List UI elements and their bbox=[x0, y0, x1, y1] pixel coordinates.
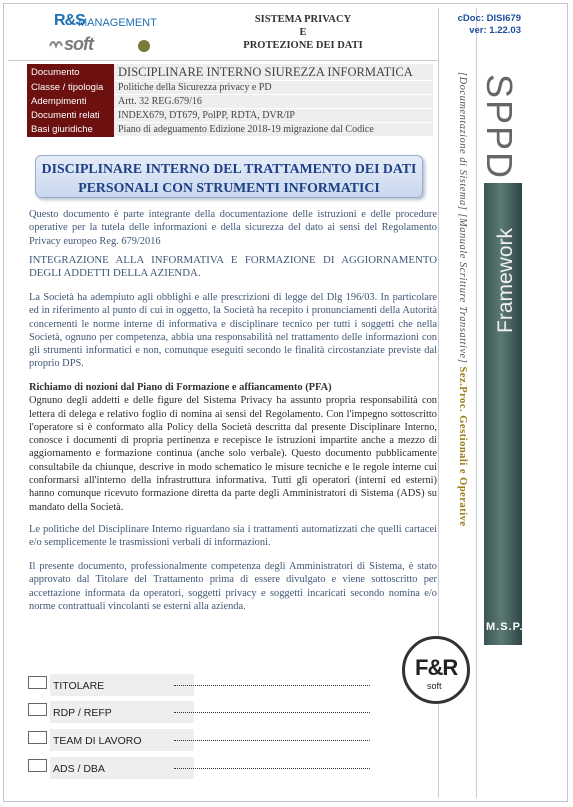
fr-logo-sub: soft bbox=[427, 681, 442, 691]
signature-label: ADS / DBA bbox=[50, 757, 194, 779]
sppd-label bbox=[480, 74, 520, 180]
fr-logo-mark: F&R bbox=[415, 655, 458, 680]
logo-rs: R&S bbox=[54, 12, 85, 29]
signature-line[interactable] bbox=[174, 760, 370, 769]
side-vertical-caption bbox=[448, 72, 472, 602]
framework-banner bbox=[484, 183, 522, 645]
signature-row-ads bbox=[28, 757, 368, 779]
info-key: Documenti relati bbox=[27, 109, 114, 123]
rs-management-logo bbox=[46, 12, 166, 58]
info-key: Documento bbox=[27, 64, 114, 81]
pfa-block bbox=[29, 381, 437, 514]
side-caption-bold: Sez.Proc. Gestionali e Operative bbox=[457, 363, 468, 527]
logo-soft: soft bbox=[64, 34, 93, 54]
info-row bbox=[27, 95, 433, 109]
intro-paragraph: Questo documento è parte integrante della documentazione delle istruzioni e delle procedure operative per la tutela delle informazioni e della sicurezza del dato ai sensi del Regolamento Privacy europeo Reg. 679/2016 bbox=[29, 209, 437, 247]
info-key: Basi giuridiche bbox=[27, 123, 114, 137]
msp-label: M.S.P. bbox=[486, 621, 524, 633]
header-title-line: SISTEMA PRIVACY bbox=[254, 14, 352, 25]
signature-row-team bbox=[28, 729, 368, 751]
signature-row-titolare bbox=[28, 674, 368, 696]
side-caption-plain: [Documentazione di Sistema] [Manuale Scritture Transattive] bbox=[457, 72, 468, 364]
info-row bbox=[27, 123, 433, 137]
signature-label: RDP / REFP bbox=[50, 701, 194, 723]
signature-checkbox[interactable] bbox=[28, 759, 47, 772]
sppd-text: SPPD bbox=[479, 74, 520, 181]
paragraph: Le politiche del Disciplinare Interno riguardano sia i trattamenti automatizzati che quelli cartacei e/o semplicemente le trasmissioni verbali di informazioni. bbox=[29, 524, 437, 549]
info-key: Adempimenti bbox=[27, 95, 114, 109]
info-row bbox=[27, 64, 433, 81]
doc-version: ver: 1.22.03 bbox=[469, 25, 521, 36]
info-value: INDEX679, DT679, PolPP, RDTA, DVR/IP bbox=[114, 109, 433, 123]
signature-label: TEAM DI LAVORO bbox=[50, 729, 194, 751]
info-value: DISCIPLINARE INTERNO SIUREZZA INFORMATICA bbox=[114, 64, 433, 81]
signature-row-rdp bbox=[28, 701, 368, 723]
header-title-line: PROTEZIONE DEI DATI bbox=[243, 40, 363, 51]
info-value: Piano di adeguamento Edizione 2018-19 migrazione dal Codice bbox=[114, 123, 433, 137]
signature-checkbox[interactable] bbox=[28, 703, 47, 716]
header-title-line: E bbox=[299, 27, 307, 38]
subheading: Richiamo di nozioni dal Piano di Formazione e affiancamento (PFA) bbox=[29, 382, 332, 393]
doc-code-block bbox=[458, 13, 521, 37]
info-value: Politiche della Sicurezza privacy e PD bbox=[114, 81, 433, 95]
logo-swirl-icon bbox=[48, 38, 64, 50]
paragraph: Ognuno degli addetti e delle figure del Sistema Privacy ha assunto propria responsabilità con lettera di delega e relativo foglio di nomina ai sensi del Regolamento. Con l'impegno sottoscritto l'operatore si è conformato alla Policy della Società descritta dal presente Disciplinare Interno, conosce i documenti di propria pertinenza e recepisce le istruzioni impartite anche a mezzo di aggiornamento e formazione continua (anche solo verbale). Questo documento pubblicamente consultabile da chiunque, descrive in modo schematico le misure tecniche e le regole interne cui conformarsi all'interno della infrastruttura informativa. Tutti gli operatori (interni ed esterni) hanno comunque ricevuto formazione diretta da parte degli Amministratori di Sistema (ADS) su mandato della Società. bbox=[29, 395, 437, 513]
signature-line[interactable] bbox=[174, 704, 370, 713]
paragraph: Il presente documento, professionalmente competenza degli Amministratori di Sistema, è stato approvato dal Titolare del Trattamento prima di essere divulgato e viene sottoscritto per accettazione informata da operatori, soggetti privacy e soggetti incaricati secondo nomina e/o norme contrattuali vincolanti se esterni alla azienda. bbox=[29, 561, 437, 612]
info-value: Artt. 32 REG.679/16 bbox=[114, 95, 433, 109]
title-line: DISCIPLINARE INTERNO DEL TRATTAMENTO DEI DATI bbox=[41, 161, 417, 176]
framework-text: Framework bbox=[494, 227, 517, 333]
title-line: PERSONALI CON STRUMENTI INFORMATICI bbox=[78, 180, 380, 195]
logo-dot-icon bbox=[138, 40, 150, 52]
header-title bbox=[168, 13, 438, 52]
signature-checkbox[interactable] bbox=[28, 731, 47, 744]
info-key: Classe / tipologia bbox=[27, 81, 114, 95]
info-row bbox=[27, 109, 433, 123]
column-divider bbox=[476, 8, 477, 798]
header-divider bbox=[8, 60, 438, 61]
signature-line[interactable] bbox=[174, 677, 370, 686]
document-info-table bbox=[27, 64, 433, 137]
paragraph: La Società ha adempiuto agli obblighi e alle prescrizioni di legge del Dlg 196/03. In particolare ed in riferimento al punto di cui in oggetto, la Società ha recepito i pronunciamenti della Autorità concernenti le norme interne di informativa e disciplinare tecnico per tutti i soggetti che nella Società, ognuno per competenza, abbia una responsabilità nel trattamento delle informazioni con gli strumenti informatici e non, comunque eseguiti secondo le finalità circostanziate previste dal proprio DPS. bbox=[29, 292, 437, 370]
section-heading: INTEGRAZIONE ALLA INFORMATIVA E FORMAZIONE DI AGGIORNAMENTO DEGLI ADDETTI DELLA AZIENDA. bbox=[29, 254, 437, 280]
signature-line[interactable] bbox=[174, 732, 370, 741]
signature-label: TITOLARE bbox=[50, 674, 194, 696]
side-caption-text bbox=[457, 72, 468, 527]
info-row bbox=[27, 81, 433, 95]
logo-management: MANAGEMENT bbox=[78, 17, 157, 29]
signature-checkbox[interactable] bbox=[28, 676, 47, 689]
document-title bbox=[35, 155, 423, 198]
doc-code: cDoc: DISI679 bbox=[457, 13, 521, 24]
fr-soft-logo bbox=[402, 636, 470, 704]
